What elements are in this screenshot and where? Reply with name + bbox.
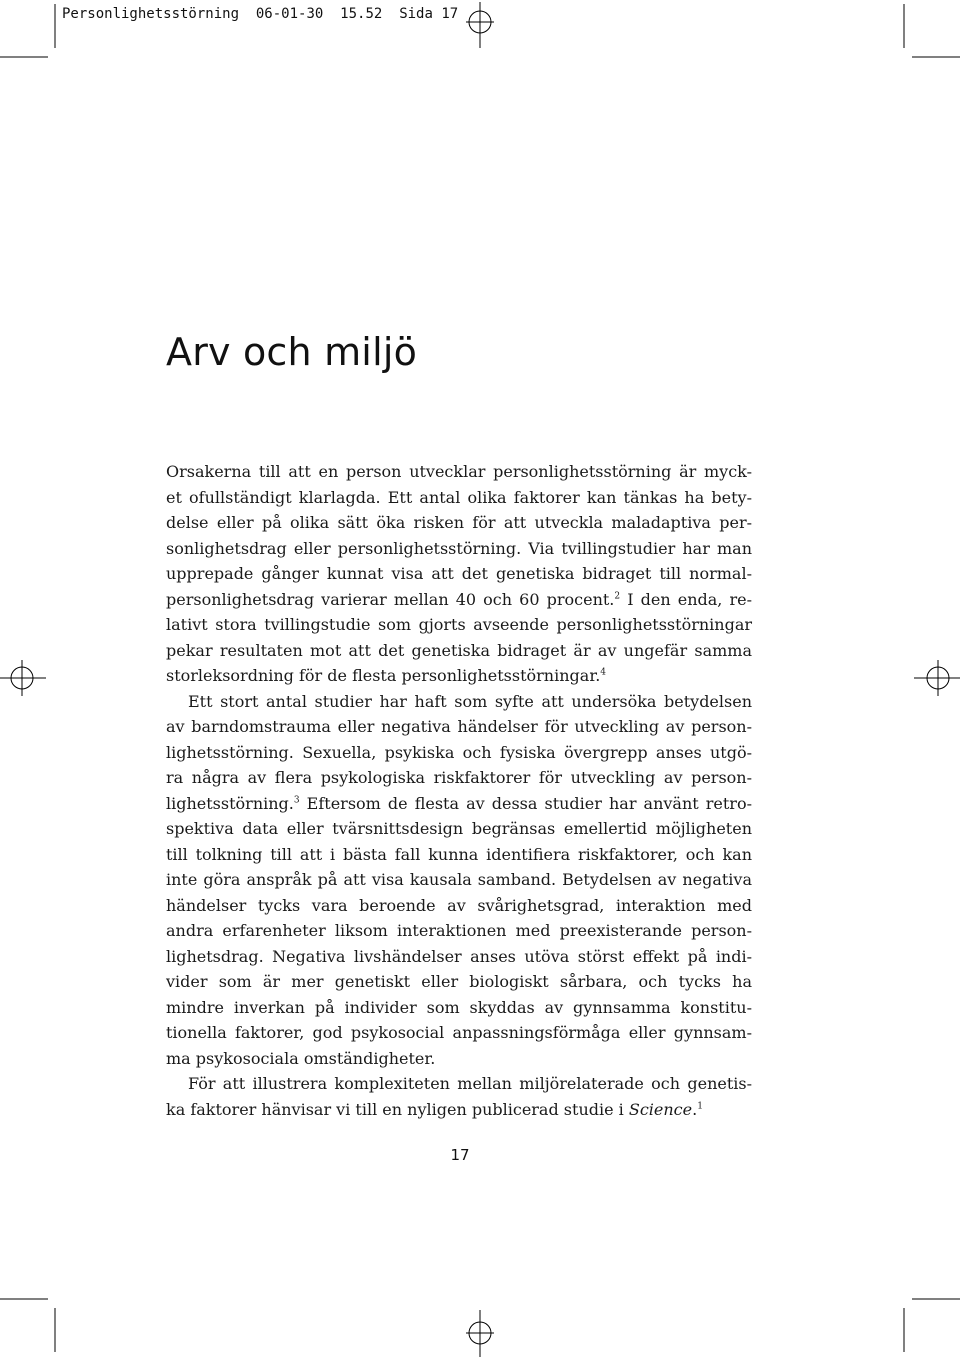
- text-line: [166, 587, 752, 613]
- text-line: lighetsstörning. Sexuella, psykiska och fysiska övergrepp anses utgö-: [166, 742, 752, 762]
- text-line: För att illustrera komplexiteten mellan miljörelaterade och genetis-: [188, 1074, 752, 1093]
- footnote-ref: 4: [600, 667, 607, 678]
- footnote-ref: 1: [697, 1101, 703, 1112]
- slug-page-label: Sida 17: [399, 6, 459, 22]
- slug-time: 15.52: [340, 6, 383, 22]
- text-line: et ofullständigt klarlagda. Ett antal olika faktorer kan tänkas ha bety-: [166, 487, 752, 507]
- registration-mark-left: [0, 660, 46, 696]
- text-segment: I den enda, re-: [620, 589, 752, 609]
- text-segment: ka faktorer hänvisar vi till en nyligen publicerad studie i: [166, 1099, 629, 1119]
- text-segment: lighetsstörning.: [166, 793, 294, 813]
- text-line: upprepade gånger kunnat visa att det genetiska bidraget till normal-: [166, 564, 752, 583]
- chapter-title: Arv och miljö: [166, 330, 418, 374]
- footnote-ref: 3: [293, 795, 300, 806]
- text-line: lativt stora tvillingstudie som gjorts avseende personlighetsstörningar: [166, 615, 752, 634]
- text-line: till tolkning till att i bästa fall kunna identifiera riskfaktorer, och kan: [166, 844, 752, 864]
- registration-mark-bottom: [466, 1310, 494, 1357]
- registration-mark-right: [914, 660, 960, 696]
- page-number: 17: [450, 1146, 470, 1164]
- text-line: pekar resultaten mot att det genetiska bidraget är av ungefär samma: [166, 640, 752, 660]
- text-line: [166, 791, 752, 817]
- text-line: inte göra anspråk på att visa kausala samband. Betydelsen av negativa: [166, 870, 752, 889]
- slug-filename: Personlighetsstörning: [62, 6, 240, 22]
- text-line: sonlighetsdrag eller personlighetsstörning. Via tvillingstudier har man: [166, 538, 752, 558]
- text-line: ra några av flera psykologiska riskfaktorer för utveckling av person-: [166, 768, 752, 787]
- text-segment: storleksordning för de flesta personlighetsstörningar.: [166, 666, 601, 685]
- footnote-ref: 2: [614, 591, 621, 602]
- slug-date: 06-01-30: [255, 6, 324, 22]
- text-line: händelser tycks vara beroende av svårighetsgrad, interaktion med: [166, 895, 752, 915]
- text-line: ma psykosociala omständigheter.: [166, 1048, 436, 1068]
- text-line: Orsakerna till att en person utvecklar personlighetsstörning är myck-: [166, 462, 752, 481]
- text-line: delse eller på olika sätt öka risken för att utveckla maladaptiva per-: [166, 513, 752, 532]
- text-segment: Eftersom de flesta av dessa studier har använt retro-: [299, 793, 752, 813]
- text-line: [166, 663, 752, 689]
- journal-name: Science: [628, 1099, 693, 1119]
- text-line: lighetsdrag. Negativa livshändelser anses utöva störst effekt på indi-: [166, 946, 752, 966]
- text-line: spektiva data eller tvärsnittsdesign begränsas emellertid möjligheten: [166, 819, 752, 838]
- body-text: [166, 459, 752, 1122]
- text-segment: .: [692, 1099, 698, 1119]
- text-line: mindre inverkan på individer som skyddas av gynnsamma konstitu-: [166, 997, 752, 1017]
- text-segment: personlighetsdrag varierar mellan 40 och 60 procent.: [166, 589, 615, 609]
- registration-mark-top: [466, 2, 494, 48]
- text-line: av barndomstrauma eller negativa händelser för utveckling av person-: [166, 717, 752, 736]
- text-line: tionella faktorer, god psykosocial anpassningsförmåga eller gynnsam-: [166, 1023, 752, 1042]
- text-line: vider som är mer genetiskt eller biologiskt sårbara, och tycks ha: [166, 972, 752, 991]
- text-line: Ett stort antal studier har haft som syfte att undersöka betydelsen: [188, 691, 752, 711]
- text-line: [166, 1097, 752, 1123]
- text-line: andra erfarenheter liksom interaktionen med preexisterande person-: [166, 921, 752, 940]
